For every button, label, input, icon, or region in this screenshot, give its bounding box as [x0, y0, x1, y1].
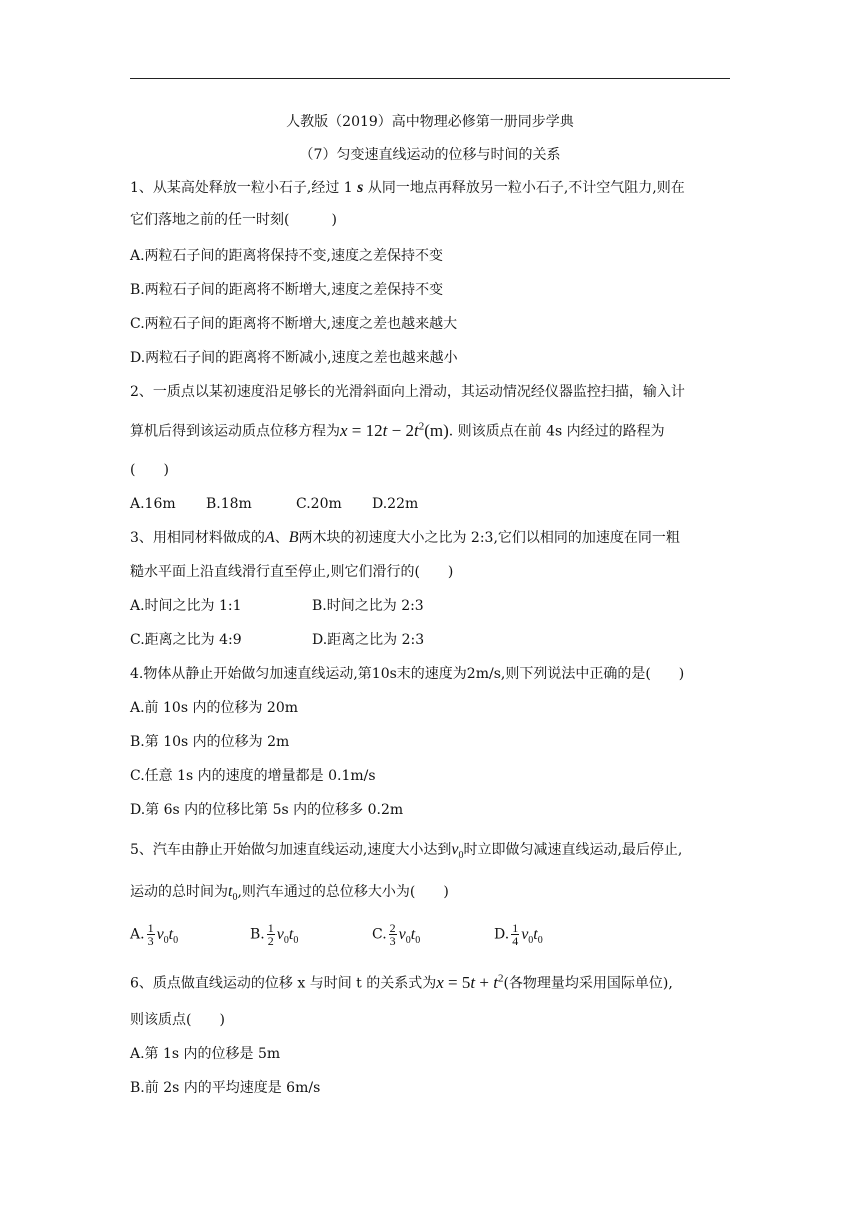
- q2-option-b: B.18m: [206, 496, 252, 512]
- q5-line2: 运动的总时间为$t_0$,则汽车通过的总位移大小为( ): [130, 883, 449, 904]
- q1-line1: 1、从某高处释放一粒小石子,经过 1 s 从同一地点再释放另一粒小石子,不计空气阻力,则在: [130, 179, 685, 196]
- q4-option-b: B.第 10s 内的位移为 2m: [130, 734, 290, 750]
- q5-option-a: A. $\frac{1}{3}$ $v_0t_0$: [130, 921, 179, 948]
- q6-option-a: A.第 1s 内的位移是 5m: [130, 1046, 281, 1062]
- q2-line2: 算机后得到该运动质点位移方程为$x = 12t - 2t^2(m)$. 则该质点在前 4s 内经过的路程为: [130, 420, 665, 440]
- q5-option-c: C. $\frac{2}{3}$ $v_0t_0$: [372, 921, 421, 948]
- q3-option-d: D.距离之比为 2:3: [312, 632, 425, 648]
- q4-option-a: A.前 10s 内的位移为 20m: [130, 700, 298, 716]
- q2-option-d: D.22m: [372, 496, 419, 512]
- q1-unit-s: s: [357, 179, 364, 196]
- q5-option-b: B. $\frac{1}{2}$ $v_0t_0$: [250, 921, 299, 948]
- q3-label-b: B: [288, 529, 299, 546]
- q3-line1: 3、用相同材料做成的A、B两木块的初速度大小之比为 2:3,它们以相同的加速度在同一粗: [130, 529, 680, 546]
- q6-line2: 则该质点( ): [130, 1012, 225, 1028]
- q5-line1: 5、汽车由静止开始做匀加速直线运动,速度大小达到$v_0$时立即做匀减速直线运动,最后停止,: [130, 841, 683, 862]
- q4-option-d: D.第 6s 内的位移比第 5s 内的位移多 0.2m: [130, 802, 404, 818]
- header-rule: [130, 78, 730, 79]
- q5-option-d: D. $\frac{1}{4}$ $v_0t_0$: [494, 921, 543, 948]
- q1-option-b: B.两粒石子间的距离将不断增大,速度之差保持不变: [130, 282, 444, 298]
- q6-line1: 6、质点做直线运动的位移 x 与时间 t 的关系式为$x = 5t + t^2$(各物理量均采用国际单位),: [130, 972, 673, 992]
- q6-option-b: B.前 2s 内的平均速度是 6m/s: [130, 1080, 321, 1096]
- q2-line3: ( ): [130, 462, 169, 478]
- q3-option-b: B.时间之比为 2:3: [312, 598, 424, 614]
- q1-option-a: A.两粒石子间的距离将保持不变,速度之差保持不变: [130, 248, 444, 264]
- doc-title: 人教版（2019）高中物理必修第一册同步学典: [286, 114, 574, 130]
- q4-line1: 4.物体从静止开始做匀加速直线运动,第10s末的速度为2m/s,则下列说法中正确的是( ): [130, 666, 685, 682]
- q2-option-a: A.16m: [130, 496, 176, 512]
- q3-line2: 糙水平面上沿直线滑行直至停止,则它们滑行的( ): [130, 564, 454, 580]
- q1-option-c: C.两粒石子间的距离将不断增大,速度之差也越来越大: [130, 316, 458, 332]
- q2-equation: $x = 12t - 2t^2(m)$: [340, 420, 449, 440]
- doc-subtitle: （7）匀变速直线运动的位移与时间的关系: [299, 147, 561, 163]
- q5-t0: $t_0$: [228, 883, 238, 904]
- q2-option-c: C.20m: [296, 496, 342, 512]
- q3-label-a: A: [264, 529, 275, 546]
- q4-option-c: C.任意 1s 内的速度的增量都是 0.1m/s: [130, 768, 376, 784]
- q2-line1: 2、一质点以某初速度沿足够长的光滑斜面向上滑动，其运动情况经仪器监控扫描，输入计: [130, 384, 685, 400]
- q1-line2: 它们落地之前的任一时刻( ): [130, 212, 337, 228]
- q3-option-a: A.时间之比为 1:1: [130, 598, 242, 614]
- q1-option-d: D.两粒石子间的距离将不断减小,速度之差也越来越小: [130, 350, 458, 366]
- q5-v0: $v_0$: [451, 841, 464, 862]
- q3-option-c: C.距离之比为 4:9: [130, 632, 242, 648]
- q6-equation: $x = 5t + t^2$: [436, 972, 504, 992]
